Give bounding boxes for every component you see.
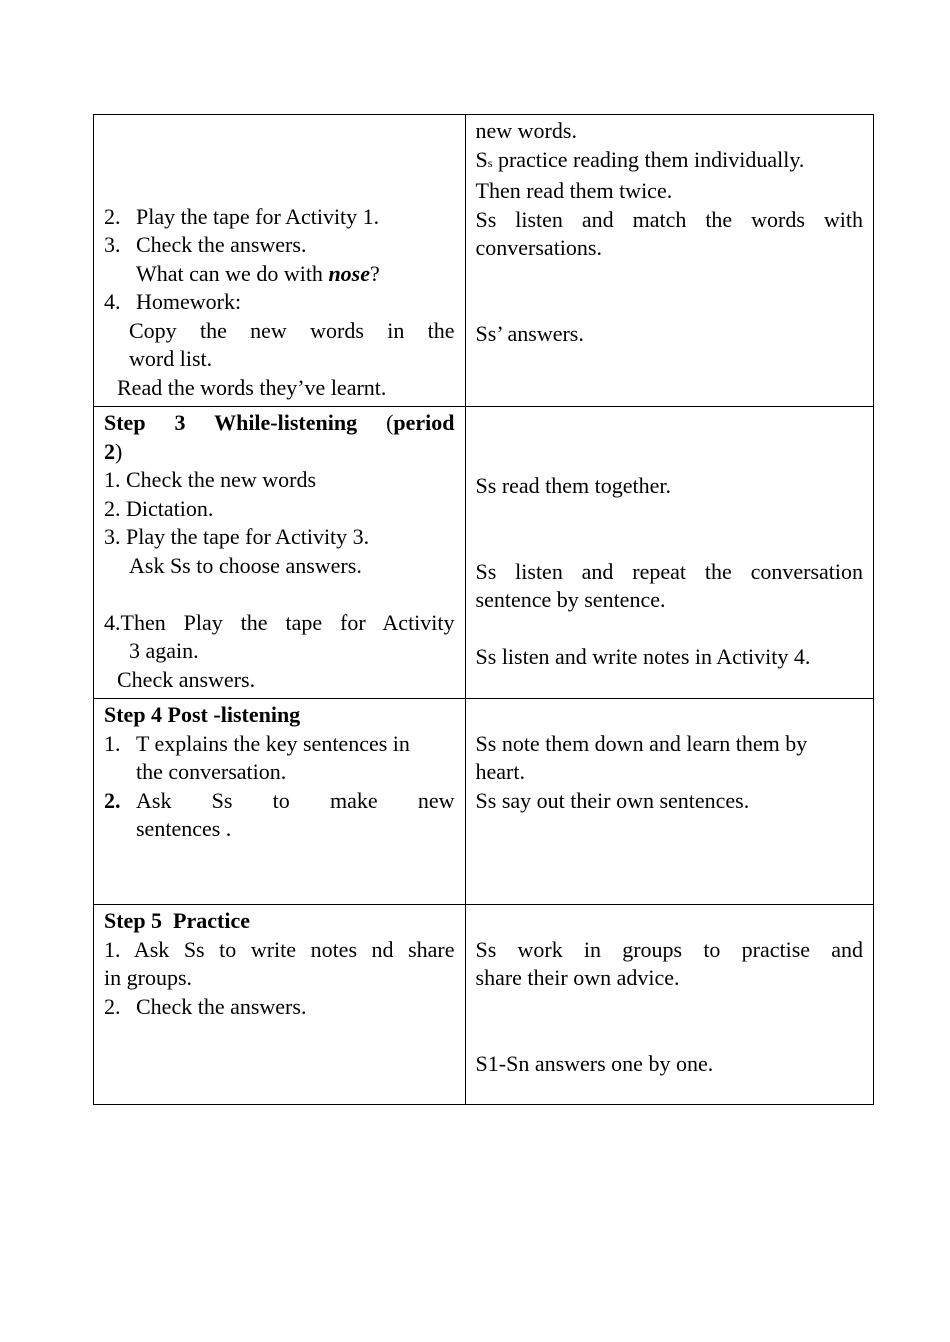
text-line: 1. Check the new words: [104, 467, 317, 492]
text-fragment: practice reading them individually.: [492, 146, 805, 172]
table-row: [94, 407, 874, 699]
item-number: 3.: [104, 232, 121, 257]
question-text: What can we do with: [136, 260, 329, 286]
homework-line: Copy the new words in the: [129, 317, 455, 343]
step-heading-cont: [104, 438, 455, 467]
question-line: [104, 260, 455, 289]
step-title: Step 3 While-listening: [104, 410, 358, 435]
text-line: Ss listen and match the words with: [475, 206, 863, 232]
paren: (: [386, 410, 394, 435]
item-number: 4.: [104, 289, 121, 314]
homework-line: word list.: [129, 346, 213, 371]
lesson-plan-table: [93, 114, 874, 1105]
item-text: Play the tape for Activity 1.: [136, 203, 380, 229]
step-heading: [104, 907, 455, 936]
step-heading: [104, 701, 455, 730]
text-line: 3. Play the tape for Activity 3.: [104, 524, 370, 549]
list-item: [104, 993, 455, 1022]
student-activity-cell: [465, 407, 873, 699]
student-activity-cell: [465, 699, 873, 905]
period-word: period: [393, 410, 455, 435]
step-title: Step 5 Practice: [104, 908, 250, 933]
text-line: Ss listen and repeat the conversation: [475, 558, 863, 584]
text-line: 2. Dictation.: [104, 495, 214, 521]
text-line: heart.: [475, 759, 525, 784]
text-line: Ss work in groups to practise and: [475, 936, 863, 962]
list-item: [104, 730, 455, 759]
text-line: 3 again.: [129, 638, 199, 663]
student-activity-cell: [465, 115, 873, 407]
text-line: Ask Ss to choose answers.: [129, 552, 362, 578]
step-heading: [104, 409, 455, 438]
period-number: 2: [104, 438, 115, 464]
period-label: [386, 410, 454, 435]
item-text: Ask Ss to make new: [136, 787, 455, 813]
question-mark: ?: [370, 260, 380, 286]
text-line: conversations.: [475, 235, 602, 260]
text-line: 1. Ask Ss to write notes nd share: [104, 936, 455, 962]
text-line: new words.: [475, 118, 577, 143]
text-line: share their own advice.: [475, 965, 680, 990]
item-text: the conversation.: [136, 759, 287, 784]
list-item: [104, 203, 455, 232]
subscript-fragment: s: [487, 155, 493, 170]
text-line: sentence by sentence.: [475, 587, 666, 612]
text-line: Ss note them down and learn them by: [475, 730, 808, 756]
emphasized-word: nose: [328, 260, 370, 286]
item-text: T explains the key sentences in: [136, 730, 410, 756]
text-line: Ss read them together.: [475, 473, 672, 498]
student-activity-cell: [465, 905, 873, 1105]
text-line: Check answers.: [117, 666, 256, 692]
teacher-activity-cell: [94, 905, 466, 1105]
step-title: Step 4 Post -listening: [104, 702, 301, 727]
teacher-activity-cell: [94, 115, 466, 407]
text-line: in groups.: [104, 965, 192, 990]
item-text: Check the answers.: [136, 232, 307, 257]
text-fragment: S: [475, 146, 488, 172]
text-line: Ss listen and write notes in Activity 4.: [475, 644, 811, 669]
paren: ): [115, 438, 123, 464]
text-line: 4.Then Play the tape for Activity: [104, 609, 455, 635]
text-line: Ss say out their own sentences.: [475, 787, 750, 813]
item-number: 2.: [104, 203, 121, 229]
item-number: 2.: [104, 787, 121, 813]
list-item: [104, 288, 455, 317]
text-line: [476, 146, 863, 178]
table-row: [94, 699, 874, 905]
item-number: 1.: [104, 730, 121, 756]
teacher-activity-cell: [94, 407, 466, 699]
table-row: [94, 905, 874, 1105]
teacher-activity-cell: [94, 699, 466, 905]
item-text: Homework:: [136, 289, 242, 314]
text-line: Then read them twice.: [475, 178, 673, 203]
item-text: sentences .: [136, 816, 232, 841]
homework-line: Read the words they’ve learnt.: [117, 374, 387, 400]
table-row: [94, 115, 874, 407]
item-number: 2.: [104, 993, 121, 1019]
text-line: Ss’ answers.: [475, 320, 584, 346]
list-item: [104, 787, 455, 816]
list-item: [104, 231, 455, 260]
text-line: S1-Sn answers one by one.: [475, 1050, 714, 1076]
item-text: Check the answers.: [136, 993, 307, 1019]
